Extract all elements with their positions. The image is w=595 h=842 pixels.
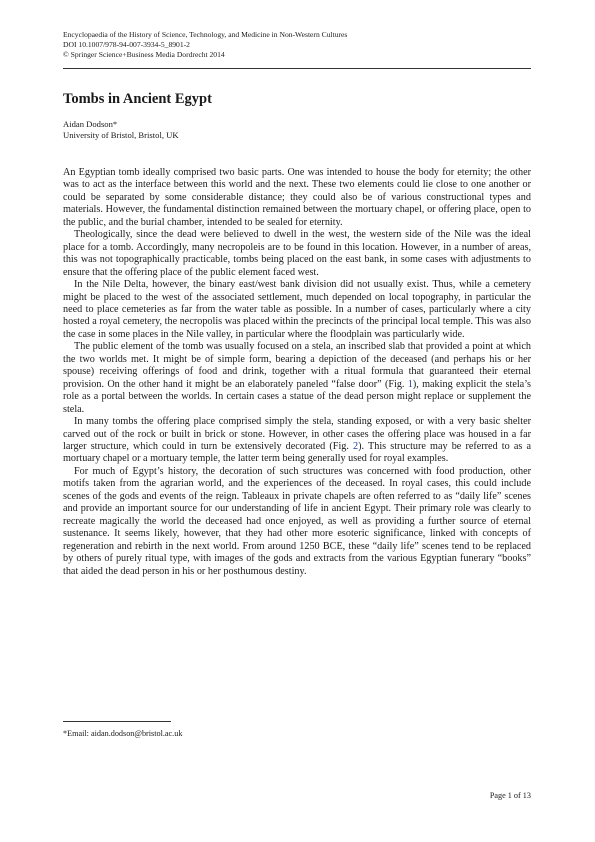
- article-title: Tombs in Ancient Egypt: [63, 91, 212, 107]
- author-affiliation: University of Bristol, Bristol, UK: [63, 130, 179, 140]
- header-divider: [63, 68, 531, 69]
- header-copyright: © Springer Science+Business Media Dordrecht 2014: [63, 50, 225, 59]
- paragraph-3: In the Nile Delta, however, the binary east/west bank division did not usually exist. Thus, while a cemetery might be placed to the west of the associated settlement, much depended on local topography, in particular the need to place cemeteries as far from the water table as possible. In a number of cases, particularly where a city hosted a royal cemetery, the necropolis was placed within the precincts of the principal local temple. This was also the case in some places in the Nile valley, in particular where the floodplain was particularly wide.: [63, 279, 531, 340]
- header-doi: DOI 10.1007/978-94-007-3934-5_8901-2: [63, 40, 190, 49]
- article-body: [63, 167, 531, 578]
- paragraph-1: An Egyptian tomb ideally comprised two basic parts. One was intended to house the body for eternity; the other was to act as the interface between this world and the next. These two elements could lie close to one another or could be separated by some considerable distance; they could also be of various constructional types and materials. However, the fundamental distinction remained between the mortuary chapel, or offering place, open to the public, and the burial chamber, intended to be sealed for eternity.: [63, 167, 531, 228]
- paragraph-4: [63, 341, 531, 416]
- running-header: [63, 30, 531, 60]
- header-journal-title: Encyclopaedia of the History of Science, Technology, and Medicine in Non-Western Cultures: [63, 30, 348, 39]
- page-number: Page 1 of 13: [489, 791, 531, 800]
- paragraph-4-text-b: ), making explicit the stela’s role as a portal between the worlds. In certain cases a statue of the dead person might replace or supplement the stela.: [63, 378, 531, 415]
- footnote-divider: [63, 721, 171, 722]
- paragraph-5-text-b: ). This structure may be referred to as a mortuary chapel or a mortuary temple, the latter term being generally used for royal examples.: [63, 440, 531, 465]
- author-name: Aidan Dodson*: [63, 119, 118, 129]
- paragraph-4-text-a: The public element of the tomb was usually focused on a stela, an inscribed slab that provided a point at which the two worlds met. It might be of simple form, bearing a depiction of the deceased (and perhaps his or her spouse) receiving offerings of food and drink, together with a ritual formula that guaranteed their eternal provision. On the other hand it might be an elaborately paneled “false door” (Fig.: [63, 341, 531, 390]
- paragraph-6: For much of Egypt’s history, the decoration of such structures was concerned with food production, other motifs taken from the agrarian world, and the experiences of the deceased. In royal cases, this could include scenes of the gods and events of the reign. Tableaux in private chapels are often referred to as “daily life” scenes and provide an important source for our understanding of life in ancient Egypt. Their primary role was clearly to recreate magically the world the deceased had once enjoyed, as well as providing a further source of eternal sustenance. It seems likely, however, that they had other more esoteric significance, linked with concepts of regeneration and rebirth in the next world. From around 1250 BCE, these “daily life” scenes tend to be replaced by others of purely ritual type, with images of the gods and extracts from the various Egyptian funerary “books” that aided the dead person in his or her posthumous destiny.: [63, 465, 531, 577]
- figure-2-link[interactable]: 2: [353, 440, 359, 452]
- author-block: [63, 119, 179, 141]
- paragraph-2: Theologically, since the dead were believed to dwell in the west, the western side of the Nile was the ideal place for a tomb. Accordingly, many necropoleis are to be found in this location. However, in a number of areas, this was not topographically practicable, tombs being placed on the east bank, in some cases with adjustments to ensure that the offering place of the public element faced west.: [63, 229, 531, 278]
- paragraph-5: [63, 416, 531, 466]
- footnote-email: *Email: aidan.dodson@bristol.ac.uk: [63, 729, 183, 738]
- figure-1-link[interactable]: 1: [407, 378, 413, 390]
- paragraph-5-text-a: In many tombs the offering place comprised simply the stela, standing exposed, or with a very basic shelter carved out of the rock or built in brick or stone. However, in other cases the offering place was housed in a far larger structure, which could in turn be extensively decorated (Fig.: [63, 416, 531, 452]
